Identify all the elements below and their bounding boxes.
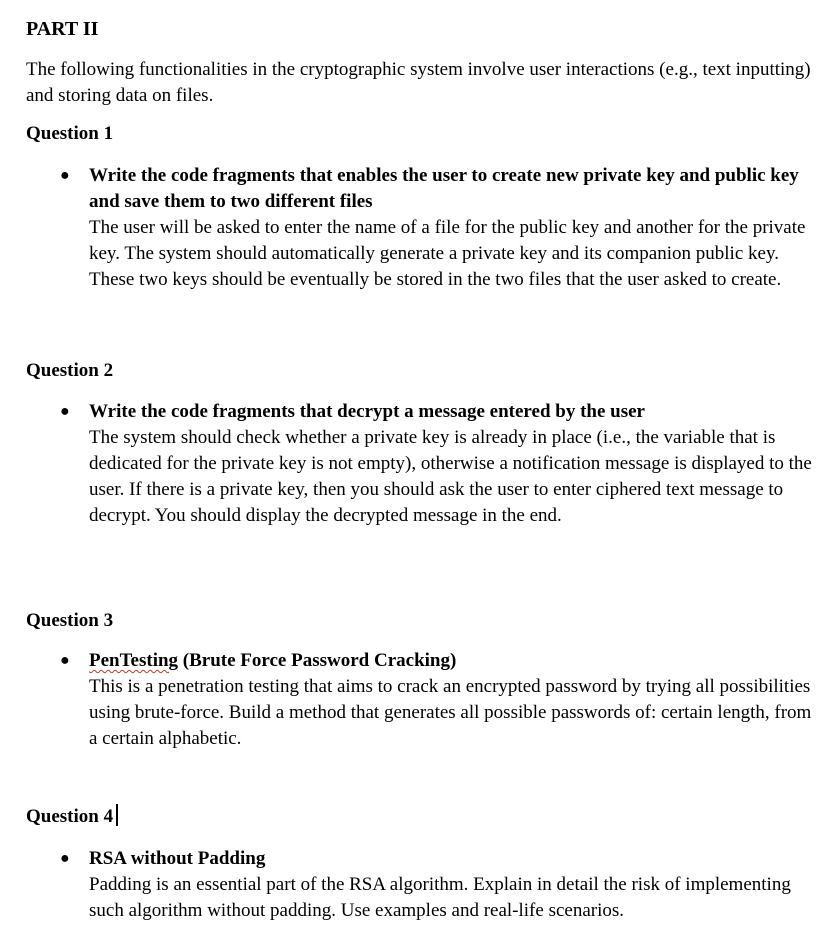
question-3-title-rest: (Brute Force Password Cracking) [178,650,457,671]
spellcheck-flagged-word: PenTesting [89,650,179,671]
question-3-title [89,648,815,674]
question-1-item [60,163,815,293]
bullet-icon: ● [60,167,70,184]
bullet-icon: ● [60,403,70,420]
question-2-heading: Question 2 [26,360,114,381]
question-3-item [60,648,815,752]
bullet-icon: ● [60,652,70,669]
question-2-title: Write the code fragments that decrypt a message entered by the user [89,401,645,422]
question-4-description: Padding is an essential part of the RSA algorithm. Explain in detail the risk of implementing such algorithm without padding. Use examples and real-life scenarios. [89,874,791,921]
question-4-item [60,846,815,924]
question-1-description: The user will be asked to enter the name of a file for the public key and another for the private key. The system should automatically generate a private key and its companion public key. These two keys should be eventually be stored in the two files that the user asked to create. [89,217,806,290]
question-2-item [60,399,815,529]
bullet-icon: ● [60,850,70,867]
intro-paragraph: The following functionalities in the cryptographic system involve user interactions (e.g., text inputting) and storing data on files. [26,59,811,106]
question-3-heading: Question 3 [26,610,114,631]
part-title: PART II [26,18,99,40]
text-cursor [116,804,118,826]
question-1-title: Write the code fragments that enables the user to create new private key and public key and save them to two different files [89,165,799,212]
question-4-title: RSA without Padding [89,848,266,869]
question-4-heading-line[interactable] [26,804,118,830]
question-4-heading: Question 4 [26,806,114,827]
question-1-heading: Question 1 [26,123,114,144]
question-3-description: This is a penetration testing that aims to crack an encrypted password by trying all possibilities using brute-force. Build a method that generates all possible passwords of: certain length, from a certain alphabetic. [89,676,812,749]
question-2-description: The system should check whether a private key is already in place (i.e., the variable that is dedicated for the private key is not empty), otherwise a notification message is displayed to the user. If there is a private key, then you should ask the user to enter ciphered text message to decrypt. You should display the decrypted message in the end. [89,427,812,526]
